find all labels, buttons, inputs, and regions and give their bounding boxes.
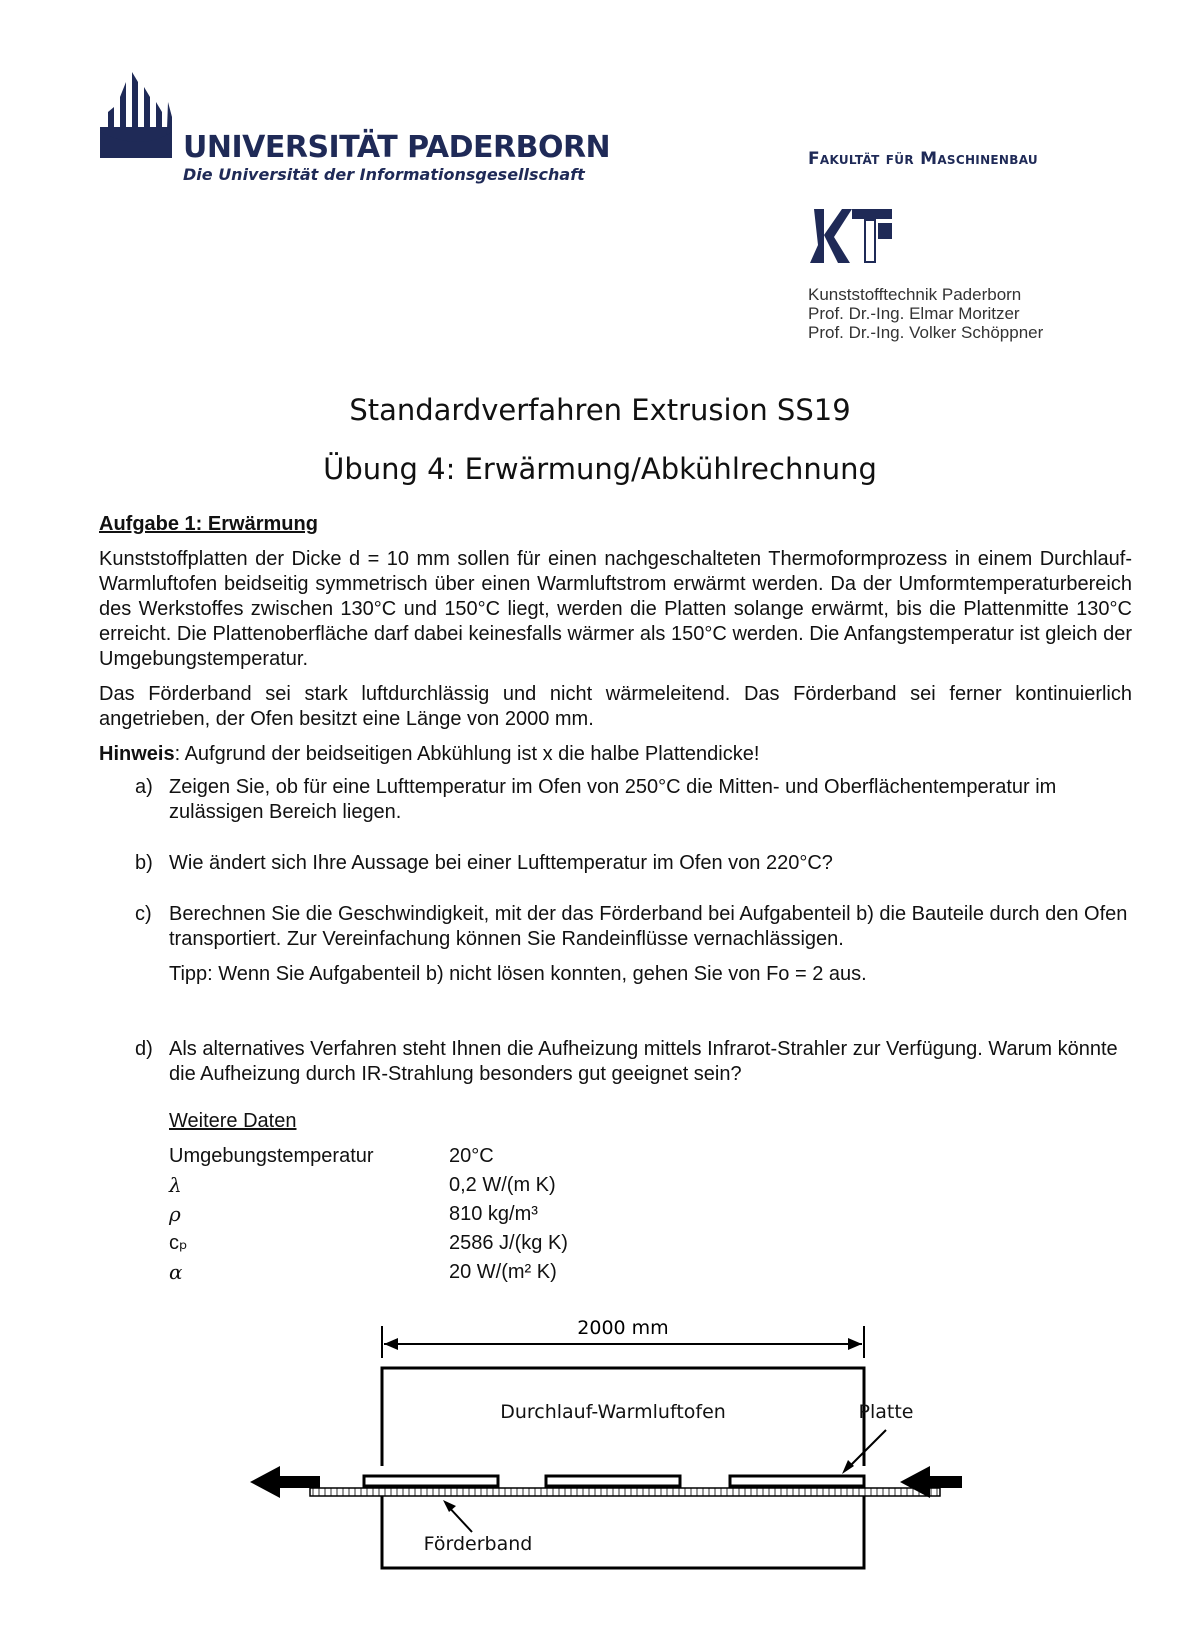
oven-diagram	[250, 1318, 1010, 1598]
address-line: Prof. Dr.-Ing. Elmar Moritzer	[808, 304, 1020, 323]
plate	[730, 1476, 864, 1486]
data-name: λ	[169, 1173, 182, 1197]
university-logo	[100, 72, 611, 197]
data-value: 2586 J/(kg K)	[449, 1232, 568, 1254]
faculty-name: Fakultät für Maschinenbau	[808, 149, 1038, 169]
data-name: ρ	[169, 1202, 181, 1226]
institute-logo	[808, 205, 893, 267]
data-value: 20°C	[449, 1145, 494, 1167]
data-value: 810 kg/m³	[449, 1203, 538, 1225]
question-text: Wie ändert sich Ihre Aussage bei einer Lufttemperatur im Ofen von 220°C?	[169, 852, 833, 874]
task-paragraph: Das Förderband sei stark luftdurchlässig und nicht wärmeleitend. Das Förderband sei ferner kontinuierlich angetrieben, der Ofen besitzt eine Länge von 2000 mm.	[99, 683, 1132, 730]
question-text: Berechnen Sie die Geschwindigkeit, mit der das Förderband bei Aufgabenteil b) die Bauteile durch den Ofen transportiert. Zur Vereinfachung können Sie Randeinflüsse vernachlässigen.	[169, 903, 1128, 950]
oven-label: Durchlauf-Warmluftofen	[500, 1401, 726, 1423]
university-name: UNIVERSITÄT PADERBORN	[183, 130, 611, 165]
belt-label: Förderband	[423, 1533, 533, 1555]
question-letter: b)	[135, 852, 153, 874]
data-row	[169, 1258, 1132, 1287]
further-data	[99, 1109, 1132, 1287]
question-item	[99, 1037, 1132, 1087]
task-heading: Aufgabe 1: Erwärmung	[99, 513, 318, 535]
page-title: Standardverfahren Extrusion SS19	[349, 393, 851, 427]
question-letter: a)	[135, 776, 153, 798]
question-text: Zeigen Sie, ob für eine Lufttemperatur im Ofen von 250°C die Mitten- und Oberflächentemperatur im zulässigen Bereich liegen.	[169, 776, 1057, 823]
data-row	[169, 1171, 1132, 1200]
data-row	[169, 1142, 1132, 1171]
question-item	[99, 851, 1132, 876]
task-paragraph: Kunststoffplatten der Dicke d = 10 mm sollen für einen nachgeschalteten Thermoformprozess in einem Durchlauf-Warmluftofen beidseitig symmetrisch über einen Warmluftstrom erwärmt werden. Da der Umformtemperaturbereich des Werkstoffes zwischen 130°C und 150°C liegt, werden die Platten solange erwärmt, bis die Plattenmitte 130°C erreicht. Die Plattenoberfläche darf dabei keinesfalls wärmer als 150°C werden. Die Anfangstemperatur ist gleich der Umgebungstemperatur.	[99, 548, 1132, 670]
question-item	[99, 902, 1132, 952]
dimension-arrow-left	[384, 1338, 398, 1350]
further-data-heading: Weitere Daten	[169, 1110, 297, 1132]
dimension-arrow-right	[848, 1338, 862, 1350]
data-row	[169, 1200, 1132, 1229]
institute-address	[808, 285, 1043, 342]
plate-leader-arrow	[842, 1460, 854, 1474]
data-name: α	[169, 1260, 183, 1284]
conveyor-belt	[310, 1488, 940, 1496]
page-subtitle: Übung 4: Erwärmung/Abkühlrechnung	[323, 452, 877, 486]
question-tip: Tipp: Wenn Sie Aufgabenteil b) nicht lösen konnten, gehen Sie von Fo = 2 aus.	[169, 963, 867, 985]
data-value: 20 W/(m² K)	[449, 1261, 557, 1283]
address-line: Prof. Dr.-Ing. Volker Schöppner	[808, 323, 1044, 342]
plate-label: Platte	[858, 1401, 914, 1423]
university-tagline: Die Universität der Informationsgesellschaft	[183, 165, 585, 184]
question-item	[99, 775, 1132, 825]
belt-leader-arrow	[443, 1500, 456, 1512]
data-name: cₚ	[169, 1232, 188, 1254]
question-letter: d)	[135, 1038, 153, 1060]
task-hint	[99, 742, 1132, 767]
dimension-label: 2000 mm	[577, 1318, 669, 1339]
hint-text: : Aufgrund der beidseitigen Abkühlung ist x die halbe Plattendicke!	[174, 743, 760, 765]
hint-label: Hinweis	[99, 743, 175, 765]
question-text: Als alternatives Verfahren steht Ihnen die Aufheizung mittels Infrarot-Strahler zur Verfügung. Warum könnte die Aufheizung durch IR-Strahlung besonders gut geeignet sein?	[169, 1038, 1118, 1085]
data-row	[169, 1229, 1132, 1258]
plate	[546, 1476, 680, 1486]
data-name: Umgebungstemperatur	[169, 1145, 374, 1167]
task-body	[99, 512, 1132, 1287]
data-value: 0,2 W/(m K)	[449, 1174, 556, 1196]
address-line: Kunststofftechnik Paderborn	[808, 285, 1022, 304]
ktp-logo-icon	[808, 205, 893, 267]
question-letter: c)	[135, 903, 152, 925]
plate	[364, 1476, 498, 1486]
